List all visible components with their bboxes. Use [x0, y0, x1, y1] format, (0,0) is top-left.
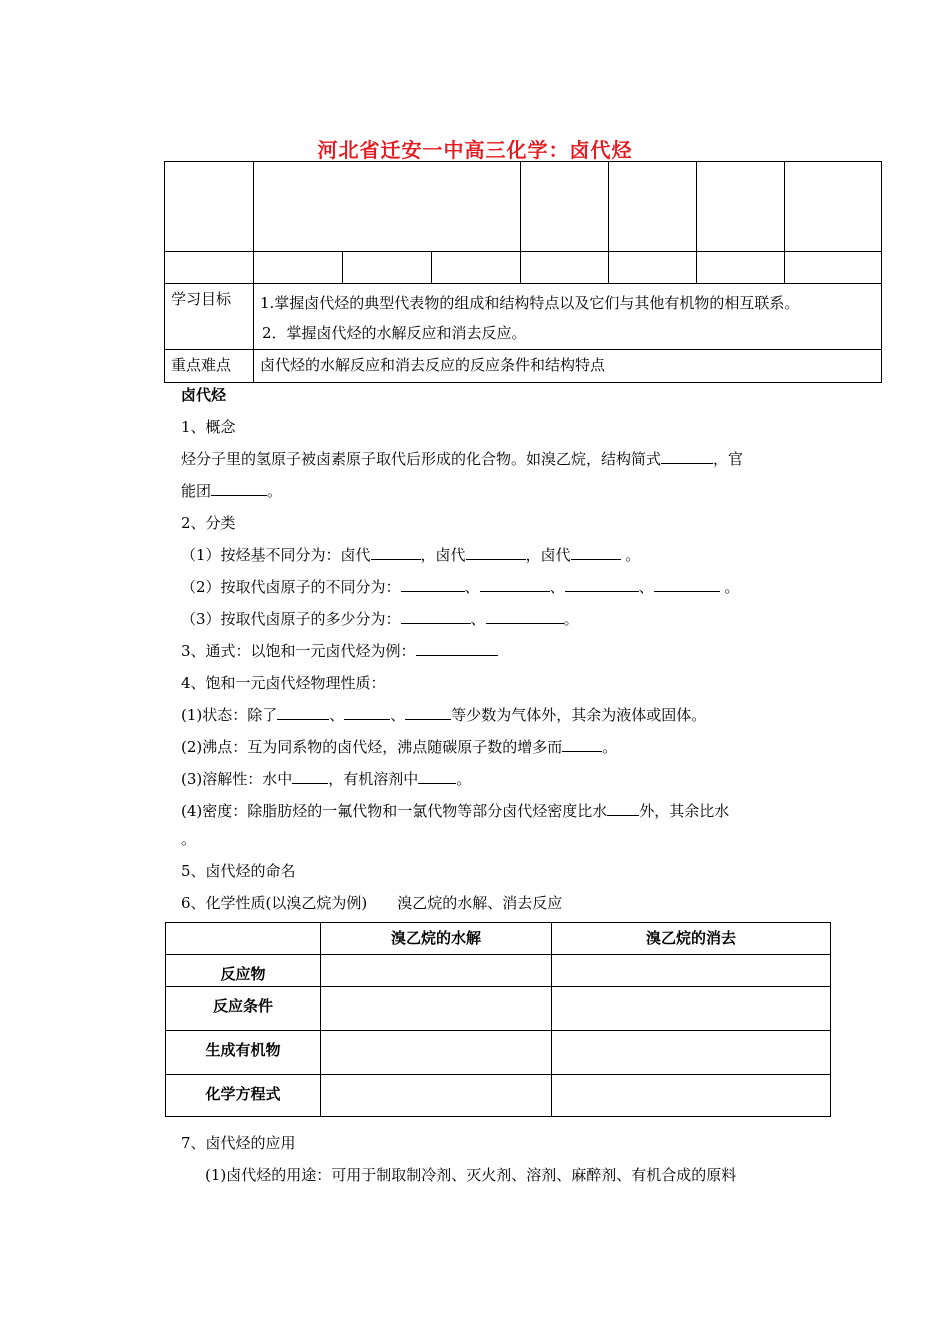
course-header-table: [164, 161, 882, 383]
separator: 、: [329, 706, 345, 724]
s1-line1-text: 烃分子里的氢原子被卤素原子取代后形成的化合物。如溴乙烷，结构简式: [181, 450, 662, 468]
s1-line1: [181, 448, 743, 469]
s4-l3-b: ，有机溶剂中: [328, 770, 419, 788]
table-cell[interactable]: [321, 1075, 552, 1117]
separator: 、: [464, 578, 480, 596]
table-cell[interactable]: [321, 1031, 552, 1075]
s2-l1-c: ，卤代: [525, 546, 571, 564]
s7-line1: (1)卤代烃的用途：可用于制取制冷剂、灭火剂、溶剂、麻醉剂、有机合成的原料: [205, 1166, 737, 1184]
blank-field[interactable]: [344, 705, 390, 720]
header-cell: [697, 162, 785, 252]
s4-l4-a: (4)密度：除脂肪烃的一氟代物和一氯代物等部分卤代烃密度比水: [181, 802, 608, 820]
header-cell: [521, 252, 609, 284]
section-title: 卤代烃: [181, 386, 227, 404]
s2-line2: [181, 576, 739, 597]
blank-field[interactable]: [466, 545, 526, 560]
goal-line-2: 2．掌握卤代烃的水解反应和消去反应。: [262, 324, 527, 342]
s4-line4-cont: 。: [181, 830, 197, 848]
s4-l2-end: 。: [602, 738, 618, 756]
header-cell: [609, 162, 697, 252]
header-cell: [785, 252, 882, 284]
s2-l1-b: ，卤代: [420, 546, 466, 564]
blank-field[interactable]: [401, 609, 471, 624]
row-label-reactant: 反应物: [166, 955, 321, 987]
blank-field[interactable]: [371, 545, 421, 560]
row-label-condition: 反应条件: [166, 987, 321, 1031]
s4-l2-a: (2)沸点：互为同系物的卤代烃，沸点随碳原子数的增多而: [181, 738, 563, 756]
s4-l3-end: 。: [456, 770, 472, 788]
s2-l1-d: 。: [625, 546, 641, 564]
blank-field[interactable]: [277, 705, 329, 720]
header-cell: [697, 252, 785, 284]
table-cell[interactable]: [552, 987, 831, 1031]
blank-field[interactable]: [661, 449, 713, 464]
header-cell: [521, 162, 609, 252]
s1-line2-text: 能团: [181, 482, 212, 500]
s2-title: 2、分类: [181, 514, 236, 532]
s2-line3: [181, 608, 579, 629]
s4-line2: [181, 736, 617, 757]
s2-l1-a: （1）按烃基不同分为：卤代: [181, 546, 371, 564]
blank-field[interactable]: [418, 769, 456, 784]
s2-l3-end: 。: [563, 610, 579, 628]
col-header-hydrolysis: 溴乙烷的水解: [321, 923, 552, 955]
blank-field[interactable]: [607, 801, 639, 816]
s5-line: 5、卤代烃的命名: [181, 862, 296, 880]
s4-title: 4、饱和一元卤代烃物理性质：: [181, 674, 386, 692]
table-cell[interactable]: [552, 955, 831, 987]
blank-field[interactable]: [654, 577, 720, 592]
blank-field[interactable]: [486, 609, 564, 624]
blank-field[interactable]: [416, 641, 498, 656]
header-cell: [785, 162, 882, 252]
separator: 、: [638, 578, 654, 596]
header-cell: [165, 252, 254, 284]
goal-line-1: 1.掌握卤代烃的典型代表物的组成和结构特点以及它们与其他有机物的相互联系。: [260, 294, 800, 312]
s4-l4-b: 外，其余比水: [639, 802, 730, 820]
row-label-product: 生成有机物: [166, 1031, 321, 1075]
blank-field[interactable]: [211, 481, 267, 496]
goal-label: 学习目标: [165, 284, 254, 350]
header-cell: [342, 252, 431, 284]
s3-text: 3、通式：以饱和一元卤代烃为例：: [181, 642, 416, 660]
blank-field[interactable]: [562, 737, 602, 752]
s1-line2: [181, 480, 282, 501]
s2-l2-end: 。: [724, 578, 740, 596]
s4-line1: [181, 704, 706, 725]
row-label-equation: 化学方程式: [166, 1075, 321, 1117]
separator: 、: [470, 610, 486, 628]
separator: 、: [549, 578, 565, 596]
goal-content: [254, 284, 882, 350]
separator: 、: [390, 706, 406, 724]
s4-line3: [181, 768, 471, 789]
s4-l1-end: 等少数为气体外，其余为液体或固体。: [451, 706, 707, 724]
table-cell[interactable]: [321, 987, 552, 1031]
table-cell[interactable]: [552, 1075, 831, 1117]
header-cell: [165, 162, 254, 252]
col-header-elimination: 溴乙烷的消去: [552, 923, 831, 955]
reaction-table: [165, 922, 831, 1117]
s6-line: 6、化学性质(以溴乙烷为例) 溴乙烷的水解、消去反应: [181, 894, 563, 912]
blank-field[interactable]: [480, 577, 550, 592]
table-corner-cell: [166, 923, 321, 955]
blank-field[interactable]: [405, 705, 451, 720]
blank-field[interactable]: [571, 545, 621, 560]
s4-l3-a: (3)溶解性：水中: [181, 770, 293, 788]
table-cell[interactable]: [321, 955, 552, 987]
s4-l1-a: (1)状态：除了: [181, 706, 278, 724]
s3-line: [181, 640, 498, 661]
header-cell: [431, 252, 520, 284]
key-content: 卤代烃的水解反应和消去反应的反应条件和结构特点: [254, 350, 882, 383]
page-title: 河北省迁安一中高三化学：卤代烃: [317, 138, 633, 162]
s2-l3-a: （3）按取代卤原子的多少分为：: [181, 610, 401, 628]
s1-line2-end: 。: [267, 482, 283, 500]
header-cell: [254, 162, 521, 252]
s2-l2-a: （2）按取代卤原子的不同分为：: [181, 578, 401, 596]
blank-field[interactable]: [401, 577, 465, 592]
header-cell: [254, 252, 343, 284]
s4-line4: [181, 800, 729, 821]
s1-title: 1、概念: [181, 418, 236, 436]
blank-field[interactable]: [292, 769, 328, 784]
header-cell: [609, 252, 697, 284]
key-label: 重点难点: [165, 350, 254, 383]
s7-title: 7、卤代烃的应用: [181, 1134, 296, 1152]
s2-line1: [181, 544, 640, 565]
table-cell[interactable]: [552, 1031, 831, 1075]
s1-line1-end: ，官: [713, 450, 744, 468]
blank-field[interactable]: [565, 577, 639, 592]
